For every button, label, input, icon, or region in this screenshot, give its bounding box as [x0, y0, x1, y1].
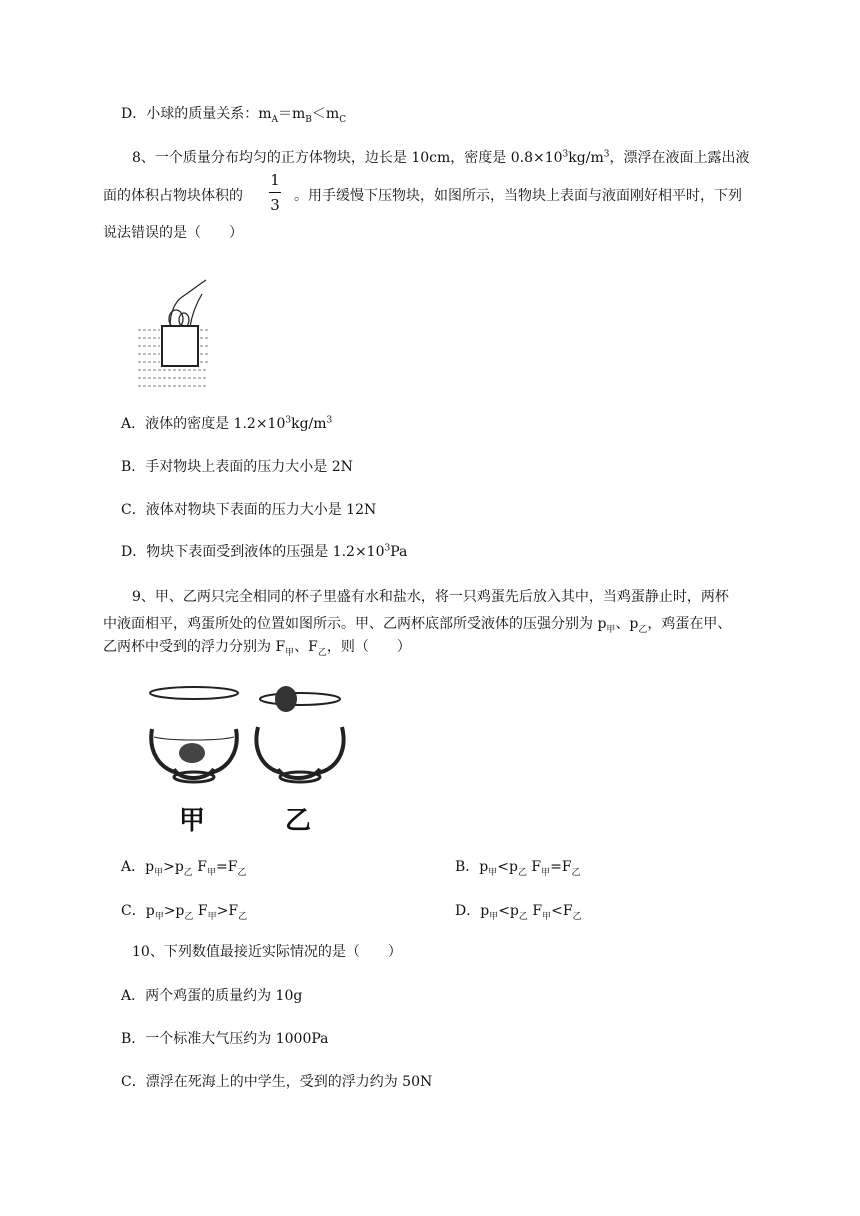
text: F — [527, 903, 543, 919]
subscript: 甲 — [206, 867, 216, 878]
subscript: 乙 — [237, 867, 247, 878]
q9-option-a — [121, 857, 246, 877]
subscript: 甲 — [541, 867, 551, 878]
text: 10、下列数值最接近实际情况的是（ ） — [132, 944, 402, 960]
text: C．液体对物块下表面的压力大小是 12N — [121, 502, 377, 518]
text: =F — [550, 859, 572, 875]
text: =F — [216, 859, 238, 875]
superscript: 3 — [603, 149, 610, 160]
text: >p — [163, 903, 185, 919]
q8-stem-line3 — [103, 223, 243, 243]
text: B．p — [455, 859, 489, 875]
text: 。用手缓慢下压物块，如图所示，当物块上表面与液面刚好相平时，下列 — [294, 188, 742, 204]
text: A．两个鸡蛋的质量约为 10g — [121, 988, 303, 1004]
text: F — [192, 859, 207, 875]
text: 乙两杯中受到的浮力分别为 F — [103, 639, 286, 655]
subscript: 乙 — [238, 911, 248, 922]
text: 、p — [615, 616, 639, 632]
q8-option-b — [121, 457, 353, 477]
text: ＜m — [311, 106, 340, 122]
text: kg/m — [291, 416, 327, 432]
cup-label-left: 甲 — [179, 806, 206, 836]
subscript: 甲 — [542, 911, 552, 922]
subscript: 乙 — [571, 867, 581, 878]
superscript: 3 — [562, 149, 569, 160]
q9-cups-figure — [140, 677, 355, 837]
subscript: A — [271, 114, 278, 125]
fraction-numerator: 1 — [270, 171, 280, 189]
text: F — [193, 903, 208, 919]
q9-option-c — [121, 901, 247, 921]
q9-option-d — [455, 901, 582, 921]
subscript: 甲 — [154, 911, 164, 922]
q10-option-c — [121, 1072, 432, 1092]
text: D．p — [455, 903, 490, 919]
text: 9、甲、乙两只完全相同的杯子里盛有水和盐水，将一只鸡蛋先后放入其中，当鸡蛋静止时，两杯 — [132, 589, 729, 605]
q7-option-d — [121, 104, 346, 124]
q9-stem-line3 — [103, 637, 411, 657]
q8-option-a — [121, 414, 332, 434]
text: <p — [497, 859, 518, 875]
text: B．手对物块上表面的压力大小是 2N — [121, 459, 353, 475]
text: C．漂浮在死海上的中学生，受到的浮力约为 50N — [121, 1074, 433, 1090]
text: ，则（ ） — [326, 639, 411, 655]
q8-stem-line2-b — [294, 186, 742, 206]
text: F — [526, 859, 542, 875]
text: 8、一个质量分布均匀的正方体物块，边长是 10cm，密度是 0.8×10 — [132, 150, 563, 166]
q9-stem-line2 — [103, 614, 731, 634]
text: ，鸡蛋在甲、 — [647, 616, 732, 632]
subscript: 乙 — [572, 911, 582, 922]
fraction-bar — [269, 192, 281, 193]
q8-option-c — [121, 500, 376, 520]
subscript: 甲 — [285, 647, 295, 658]
text: kg/m — [568, 150, 604, 166]
text: ，漂浮在液面上露出液 — [609, 150, 750, 166]
text: D．物块下表面受到液体的压强是 1.2×10 — [121, 544, 385, 560]
subscript: 甲 — [489, 911, 499, 922]
q8-stem-line2-a — [103, 186, 243, 206]
subscript: 甲 — [154, 867, 164, 878]
superscript: 3 — [326, 415, 333, 426]
subscript: 乙 — [638, 624, 648, 635]
text: <F — [551, 903, 573, 919]
subscript: 甲 — [606, 624, 616, 635]
text: B．一个标准大气压约为 1000Pa — [121, 1031, 329, 1047]
text: A．p — [121, 859, 155, 875]
text: Pa — [390, 544, 408, 560]
text: ＝m — [278, 106, 306, 122]
q8-option-d — [121, 542, 407, 562]
q9-option-b — [455, 857, 581, 877]
subscript: 乙 — [518, 911, 528, 922]
superscript: 3 — [384, 543, 391, 554]
subscript: 甲 — [488, 867, 498, 878]
text: 说法错误的是（ ） — [103, 225, 243, 241]
q7-option-d-text: D．小球的质量关系：m — [121, 106, 272, 122]
fraction-one-third — [269, 171, 281, 214]
q9-stem-line1 — [132, 587, 729, 607]
q10-option-a — [121, 986, 302, 1006]
q10-stem — [132, 942, 402, 962]
subscript: 乙 — [183, 867, 193, 878]
q10-option-b — [121, 1029, 329, 1049]
text: 中液面相平，鸡蛋所处的位置如图所示。甲、乙两杯底部所受液体的压强分别为 p — [103, 616, 607, 632]
superscript: 3 — [285, 415, 292, 426]
fraction-denominator: 3 — [270, 196, 280, 214]
subscript: 甲 — [207, 911, 217, 922]
subscript: 乙 — [184, 911, 194, 922]
text: >p — [163, 859, 184, 875]
text: 、F — [294, 639, 318, 655]
text: <p — [498, 903, 519, 919]
text: 面的体积占物块体积的 — [103, 188, 243, 204]
q8-stem-line1 — [132, 148, 749, 168]
subscript: 乙 — [317, 647, 327, 658]
text: >F — [216, 903, 239, 919]
q8-cube-figure — [130, 262, 210, 392]
text: A．液体的密度是 1.2×10 — [121, 416, 286, 432]
subscript: C — [339, 114, 347, 125]
subscript: B — [305, 114, 312, 125]
subscript: 乙 — [517, 867, 527, 878]
text: C．p — [121, 903, 155, 919]
cup-label-right: 乙 — [285, 806, 312, 836]
